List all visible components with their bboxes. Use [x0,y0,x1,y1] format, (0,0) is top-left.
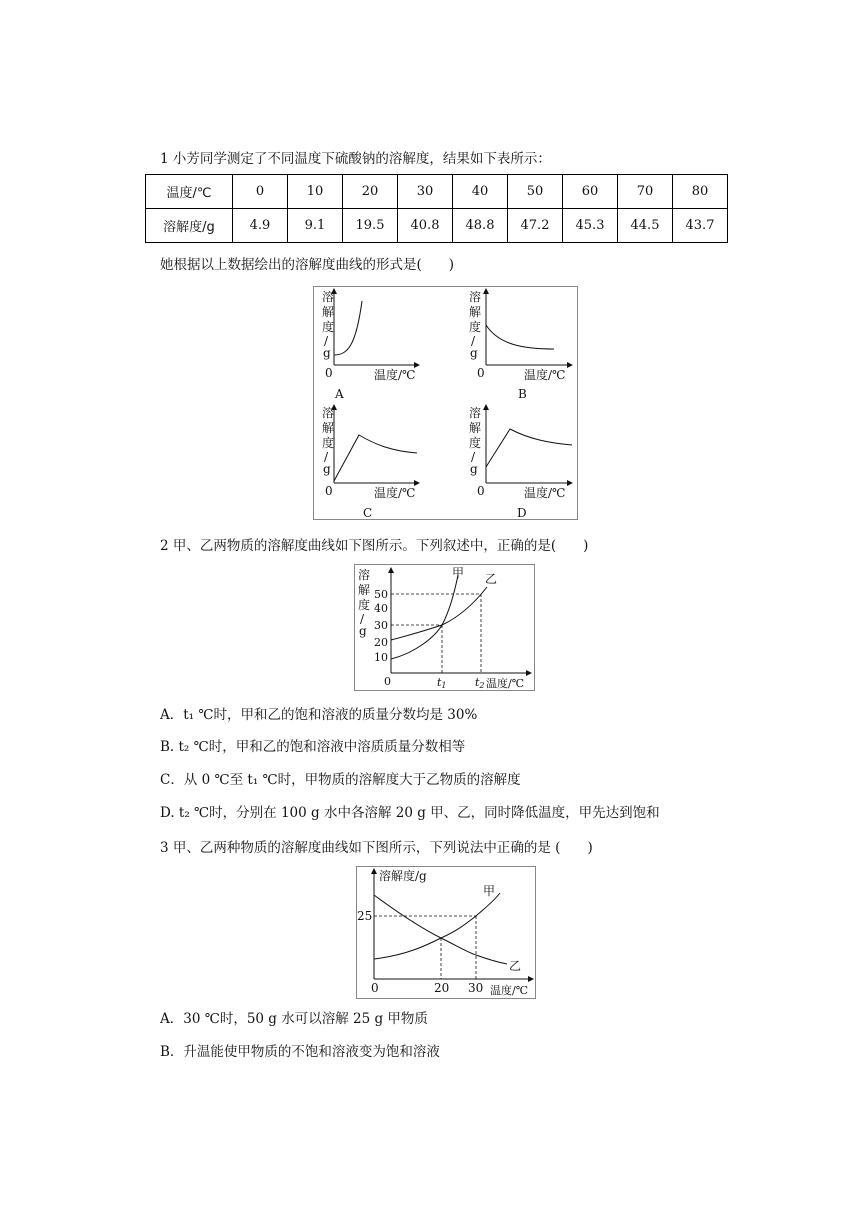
y-axis-label-char: 度 [358,598,371,612]
table-cell: 40.8 [398,209,453,243]
series-jia-curve [391,575,458,659]
table-row [146,175,728,209]
table-header-temp: 温度/℃ [146,175,233,209]
origin-label: 0 [325,484,333,498]
q1-panel-d [469,405,572,519]
table-header-solubility: 溶解度/g [146,209,233,243]
table-cell: 47.2 [508,209,563,243]
table-cell: 80 [673,175,728,209]
option-label-d: D [517,506,527,519]
q3-option-b: B．升温能使甲物质的不饱和溶液变为饱和溶液 [160,1044,440,1060]
q1-panel-c [322,405,417,519]
x-axis-label: 温度/℃ [374,486,416,500]
table-cell: 10 [288,175,343,209]
table-cell: 48.8 [453,209,508,243]
axis-label-char: 度 [469,436,482,450]
y-axis-label-char: g [359,624,367,638]
table-cell: 50 [508,175,563,209]
axis-label-char: / [324,450,329,464]
q2-chart-svg [355,565,534,690]
x-axis-label: 温度/℃ [486,677,525,690]
x-tick-t1: t1 [437,676,447,690]
q1-options-figure [313,286,578,520]
table-cell: 40 [453,175,508,209]
q1-panel-a [322,289,417,401]
q1-stem: 1 小芳同学测定了不同温度下硫酸钠的溶解度，结果如下表所示： [160,151,551,167]
axis-label-char: 解 [469,305,482,319]
origin-label: 0 [325,366,333,380]
option-label-b: B [518,387,527,401]
axis-label-char: 溶 [469,290,482,304]
y-axis-label-char: / [360,612,365,626]
y-axis-label-char: 溶 [358,568,371,582]
q2-chart [354,564,535,691]
y-tick-label: 20 [374,636,388,649]
axis-label-char: g [323,462,331,476]
q1-options-svg [314,287,577,519]
q1-panel-b [469,289,570,401]
curve-d [486,429,572,467]
table-cell: 20 [343,175,398,209]
axis-label-char: g [470,346,478,360]
axis-label-char: 度 [469,320,482,334]
q3-option-a: A．30 ℃时，50 g 水可以溶解 25 g 甲物质 [160,1011,428,1027]
x-tick-t2: t2 [475,676,485,690]
x-axis-label: 温度/℃ [524,368,566,382]
q3-chart-svg [357,867,535,998]
series-label-jia: 甲 [483,884,496,898]
q2-option-d: D. t₂ ℃时，分别在 100 g 水中各溶解 20 g 甲、乙，同时降低温度，甲先达到饱和 [160,805,660,821]
series-label-yi: 乙 [509,959,522,973]
q1-question: 她根据以上数据绘出的溶解度曲线的形式是( ) [160,257,455,273]
curve-a [334,301,362,355]
q3-stem: 3 甲、乙两种物质的溶解度曲线如下图所示，下列说法中正确的是 ( ) [160,840,593,856]
series-yi-curve [374,895,507,964]
y-axis-label: 溶解度/g [379,869,427,883]
origin-label: 0 [384,675,391,688]
q2-option-b: B. t₂ ℃时，甲和乙的饱和溶液中溶质质量分数相等 [160,739,466,755]
table-cell: 60 [563,175,618,209]
y-tick-label: 40 [374,602,388,615]
table-cell: 0 [233,175,288,209]
y-tick-label: 25 [357,909,373,923]
q2-option-a: A．t₁ ℃时，甲和乙的饱和溶液的质量分数均是 30% [160,707,478,723]
x-axis-label: 温度/℃ [524,486,566,500]
table-cell: 45.3 [563,209,618,243]
axis-label-char: g [470,462,478,476]
curve-b [486,325,554,349]
x-axis-label: 温度/℃ [374,368,416,382]
option-label-c: C [363,506,373,519]
axis-label-char: g [323,346,331,360]
table-row [146,209,728,243]
series-label-jia: 甲 [452,566,465,580]
table-cell: 30 [398,175,453,209]
axis-label-char: 解 [469,421,482,435]
q2-option-c: C．从 0 ℃至 t₁ ℃时，甲物质的溶解度大于乙物质的溶解度 [160,772,521,788]
curve-c [334,435,417,481]
x-tick-label: 0 [371,981,379,995]
axis-label-char: / [324,334,329,348]
table-cell: 43.7 [673,209,728,243]
axis-label-char: 溶 [322,290,335,304]
option-label-a: A [335,387,344,401]
y-tick-label: 50 [374,588,388,601]
x-tick-label: 20 [434,981,450,995]
table-cell: 44.5 [618,209,673,243]
axis-label-char: / [471,450,476,464]
q2-stem: 2 甲、乙两物质的溶解度曲线如下图所示。下列叙述中，正确的是( ) [160,538,589,554]
axis-label-char: 溶 [322,406,335,420]
series-yi-curve [391,587,487,640]
series-label-yi: 乙 [485,572,498,586]
table-cell: 70 [618,175,673,209]
axis-label-char: 度 [322,320,335,334]
y-tick-label: 10 [374,651,388,664]
x-tick-label: 30 [468,981,484,995]
y-tick-label: 30 [374,619,388,632]
table-cell: 9.1 [288,209,343,243]
solubility-table [145,174,728,243]
axis-label-char: 溶 [469,406,482,420]
series-jia-curve [374,893,500,959]
table-cell: 4.9 [233,209,288,243]
table-cell: 19.5 [343,209,398,243]
x-axis-label: 温度/℃ [490,984,529,997]
axis-label-char: 度 [322,436,335,450]
q3-chart [356,866,536,999]
y-axis-label-char: 解 [358,583,371,597]
origin-label: 0 [477,366,485,380]
origin-label: 0 [477,484,485,498]
axis-label-char: 解 [322,305,335,319]
axis-label-char: / [471,334,476,348]
axis-label-char: 解 [322,421,335,435]
